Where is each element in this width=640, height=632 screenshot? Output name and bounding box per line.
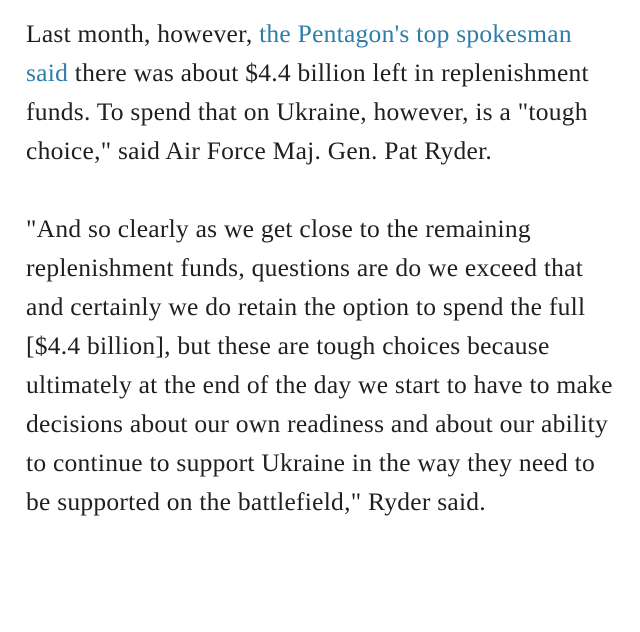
paragraph-text-segment: Last month, however, xyxy=(26,19,260,48)
paragraph xyxy=(26,209,618,521)
pentagon-spokesman-link[interactable]: the Pentagon's top spokesman said xyxy=(26,19,572,87)
paragraph-text-segment: "And so clearly as we get close to the remaining replenishment funds, questions are do we exceed that and certainly we do retain the option to spend the full [$4.4 billion], but these are tough choices because ultimately at the end of the day we start to have to make decisions about our own readiness and about our ability to continue to support Ukraine in the way they need to be supported on the battlefield," Ryder said. xyxy=(26,214,613,516)
paragraph-text-segment: there was about $4.4 billion left in replenishment funds. To spend that on Ukraine, however, is a "tough choice," said Air Force Maj. Gen. Pat Ryder. xyxy=(26,58,589,165)
paragraph xyxy=(26,14,618,170)
